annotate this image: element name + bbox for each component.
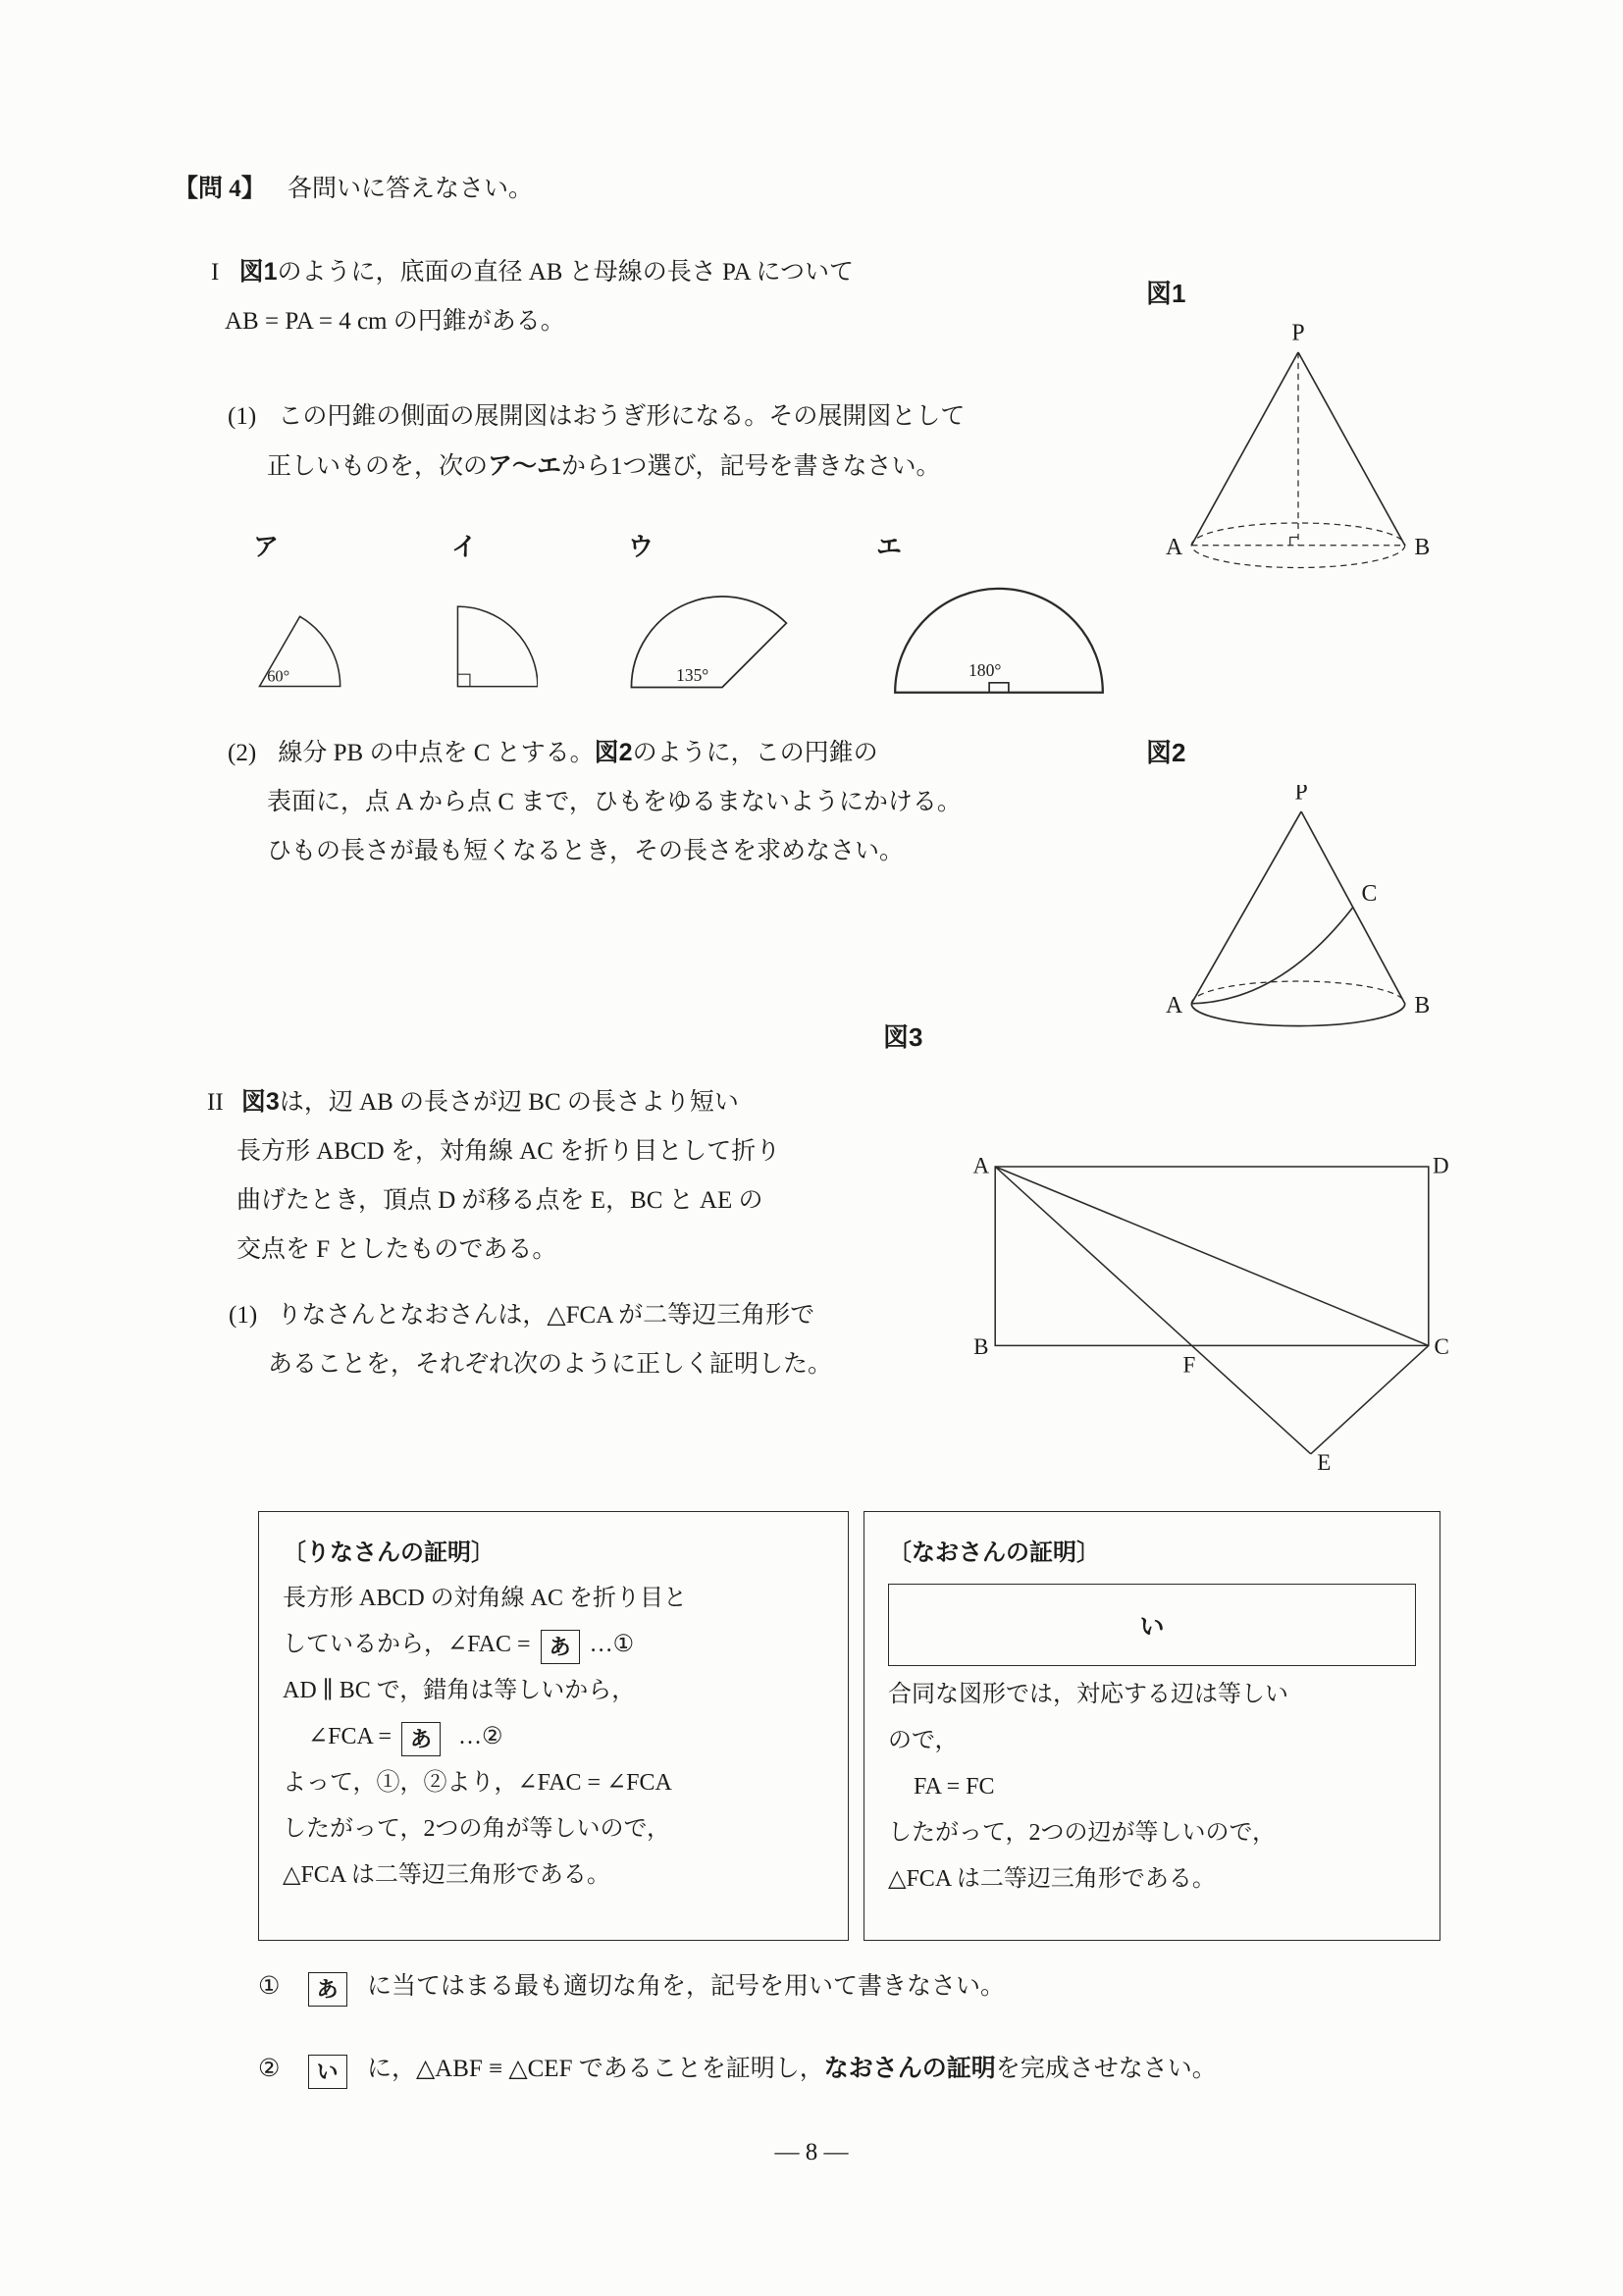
answer-box-i-large xyxy=(888,1584,1416,1666)
subq1-text: に当てはまる最も適切な角を，記号を用いて書きなさい。 xyxy=(366,1973,1005,2000)
nao-proof-line5: △FCA は二等辺三角形である。 xyxy=(888,1866,1216,1892)
section2-intro-line3: 曲げたとき，頂点 D が移る点を E，BC と AE の xyxy=(236,1187,763,1214)
fig1-altitude-and-diameter xyxy=(1191,352,1404,546)
option-e-sector xyxy=(888,579,1110,704)
fig2-cone xyxy=(1156,785,1440,1032)
section1-intro-line2: AB = PA = 4 cm の円錐がある。 xyxy=(225,308,565,335)
nao-proof-line2: ので， xyxy=(888,1728,959,1753)
fig3-label-c: C xyxy=(1434,1333,1449,1360)
page-number: — 8 — xyxy=(774,2139,849,2166)
fig2-cone-sides xyxy=(1191,811,1405,1004)
fig3-label-d: D xyxy=(1432,1152,1449,1178)
question-header xyxy=(174,165,533,214)
option-i-sector xyxy=(444,588,538,701)
nao-proof-box xyxy=(864,1511,1440,1941)
fig2-reference: 図2 xyxy=(594,739,633,766)
q2-number: (2) xyxy=(228,740,257,766)
subquestion-2 xyxy=(258,2044,1217,2094)
fig2-string-curve xyxy=(1191,907,1353,1003)
option-a-sector xyxy=(245,587,359,701)
fig3-line-ae xyxy=(995,1167,1311,1454)
rina-proof-box xyxy=(258,1511,849,1941)
answer-box-a-2: あ xyxy=(401,1722,441,1756)
fig3-label-e: E xyxy=(1317,1449,1332,1473)
fig2-ellipse-front xyxy=(1191,1004,1405,1026)
fig1-label-b: B xyxy=(1414,535,1431,561)
rina-proof-line7: △FCA は二等辺三角形である。 xyxy=(283,1862,610,1888)
rina-proof-line1: 長方形 ABCD の対角線 AC を折り目と xyxy=(283,1586,688,1611)
fig2-label-p: P xyxy=(1294,785,1308,806)
rina-proof-line4 xyxy=(308,1714,824,1760)
fig3-diagonal-ac xyxy=(995,1167,1429,1345)
option-e-label: エ xyxy=(876,532,903,561)
nao-proof-title: 〔なおさんの証明〕 xyxy=(888,1539,1100,1566)
option-a-angle: 60° xyxy=(267,666,290,686)
q1-option-range: ア～エ xyxy=(488,452,562,480)
section2-intro-line4: 交点を F としたものである。 xyxy=(236,1236,557,1263)
subq2-bold-phrase: なおさんの証明 xyxy=(823,2055,996,2082)
q1-line2-pre: 正しいものを，次の xyxy=(267,453,489,480)
section2-intro xyxy=(207,1077,780,1275)
fig1-label-a: A xyxy=(1166,535,1183,561)
subq1-answer-box: あ xyxy=(308,1972,347,2007)
rina-line4-post: …② xyxy=(458,1724,503,1749)
q1-line2-post: から1つ選び，記号を書きなさい。 xyxy=(561,453,941,480)
nao-proof-line3: FA = FC xyxy=(914,1774,995,1800)
answer-box-i-label: い xyxy=(1139,1613,1165,1641)
fig1-cone xyxy=(1156,324,1440,581)
section2-numeral: II xyxy=(207,1089,224,1116)
q1-line1: この円錐の側面の展開図はおうぎ形になる。その展開図として xyxy=(278,403,966,430)
rina-line4-pre: ∠FCA = xyxy=(308,1724,393,1749)
rina-proof-line3: AD ∥ BC で，錯角は等しいから， xyxy=(283,1678,636,1703)
section2-intro-line1: は，辺 AB の長さが辺 BC の長さより短い xyxy=(279,1089,739,1116)
right-angle-mark xyxy=(457,674,469,686)
fig1-title: 図1 xyxy=(1146,279,1186,308)
option-u-angle: 135° xyxy=(676,664,709,685)
answer-box-a-1: あ xyxy=(541,1630,580,1664)
fig3-line-ce xyxy=(1311,1345,1429,1453)
q2-line3: ひもの長さが最も短くなるとき，その長さを求めなさい。 xyxy=(267,838,905,864)
rina-proof-title: 〔りなさんの証明〕 xyxy=(283,1539,495,1566)
s2-q1-number: (1) xyxy=(229,1302,258,1329)
fig3-title: 図3 xyxy=(883,1022,923,1052)
fig2-label-c: C xyxy=(1361,881,1378,908)
fig2-label-a: A xyxy=(1166,993,1183,1019)
q1-number: (1) xyxy=(228,403,257,430)
subq2-number: ② xyxy=(258,2056,281,2082)
fig2-label-b: B xyxy=(1414,993,1431,1019)
sector-135 xyxy=(631,597,786,688)
section1-q2 xyxy=(228,728,962,876)
option-u-sector xyxy=(626,575,818,704)
option-a-label: ア xyxy=(253,532,280,561)
q2-line1-post: のように，この円錐の xyxy=(632,740,878,766)
fig1-right-angle-mark xyxy=(1290,537,1298,545)
fig3-label-b: B xyxy=(973,1333,989,1360)
section1-q1 xyxy=(228,392,965,492)
subquestion-1 xyxy=(258,1962,1005,2011)
subq2-text-pre: に，△ABF ≡ △CEF であることを証明し， xyxy=(366,2056,824,2082)
fig3-reference: 図3 xyxy=(240,1088,280,1116)
fig1-label-p: P xyxy=(1291,324,1305,346)
nao-proof-line4: したがって，2つの辺が等しいので， xyxy=(888,1820,1277,1846)
section1-intro xyxy=(211,247,854,346)
question-instruction: 各問いに答えなさい。 xyxy=(288,176,534,202)
fig3-label-a: A xyxy=(972,1152,990,1178)
q2-line1-pre: 線分 PB の中点を C とする。 xyxy=(278,740,595,766)
q2-line2: 表面に，点 A から点 C まで，ひもをゆるまないようにかける。 xyxy=(267,789,962,815)
rina-line2-post: …① xyxy=(589,1632,635,1657)
subq2-answer-box: い xyxy=(308,2055,347,2089)
fig3-folded-rectangle xyxy=(971,1143,1452,1473)
rina-line2-pre: しているから，∠FAC = xyxy=(283,1632,531,1657)
s2-q1-line1: りなさんとなおさんは，△FCA が二等辺三角形で xyxy=(277,1302,815,1329)
s2-q1-line2: あることを，それぞれ次のように正しく証明した。 xyxy=(268,1351,833,1378)
option-e-angle: 180° xyxy=(968,659,1002,680)
option-u-label: ウ xyxy=(628,532,654,561)
rina-proof-line6: したがって，2つの角が等しいので， xyxy=(283,1816,671,1842)
section2-q1 xyxy=(229,1291,832,1389)
center-mark xyxy=(989,683,1009,693)
question-number: 【問 4】 xyxy=(174,176,266,202)
section1-intro-line1: のように，底面の直径 AB と母線の長さ PA について xyxy=(277,259,854,286)
nao-proof-line1: 合同な図形では，対応する辺は等しい xyxy=(888,1682,1288,1707)
fig3-label-f: F xyxy=(1182,1351,1196,1378)
fig1-reference: 図1 xyxy=(238,258,278,286)
subq1-number: ① xyxy=(258,1973,281,2000)
section2-intro-line2: 長方形 ABCD を，対角線 AC を折り目として折り xyxy=(236,1138,781,1165)
fig2-title: 図2 xyxy=(1146,738,1186,767)
section1-numeral: I xyxy=(211,259,220,286)
rina-proof-line2 xyxy=(283,1622,824,1668)
option-i-label: イ xyxy=(451,532,478,561)
subq2-text-post: を完成させなさい。 xyxy=(995,2056,1217,2082)
rina-proof-line5: よって，①，②より，∠FAC = ∠FCA xyxy=(283,1770,672,1796)
